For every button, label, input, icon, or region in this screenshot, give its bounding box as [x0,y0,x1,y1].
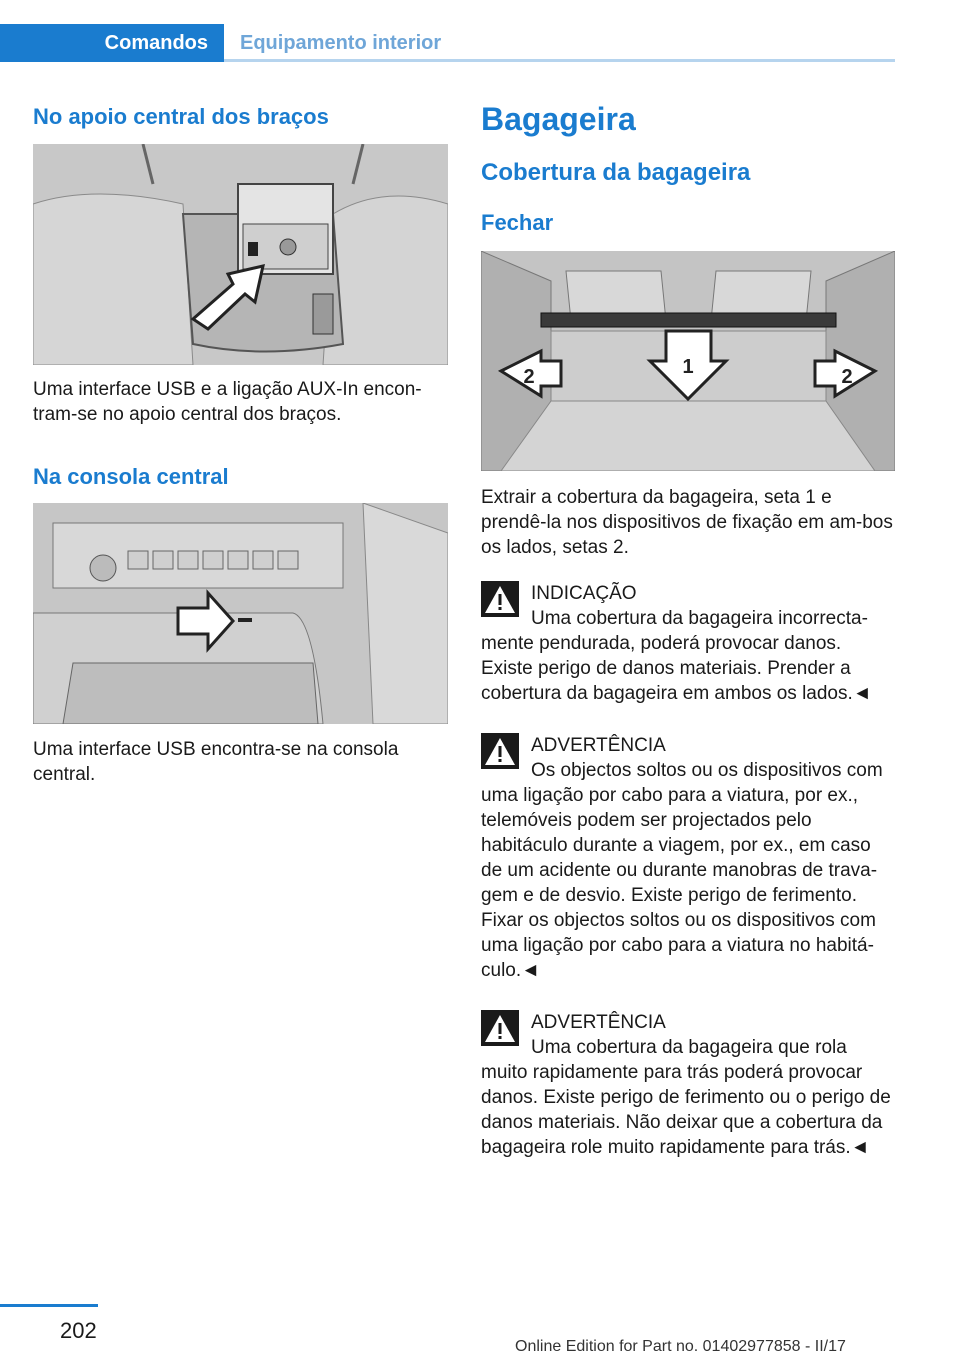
tab-equipamento-label: Equipamento interior [240,31,442,54]
warning-title: ADVERTÊNCIA [531,1012,666,1033]
page-number: 202 [60,1318,97,1343]
tab-equipamento-interior[interactable] [240,24,441,62]
warning-title: ADVERTÊNCIA [531,735,666,756]
section-title-bagageira: Bagageira [481,101,636,137]
console-usb-figure [33,503,448,724]
warning-body: Uma cobertura da bagageira incorrecta-mente pendurada, poderá provocar danos. Existe perigo de danos materiais. Prender a cobertura da bagageira em ambos os lados.◄ [481,608,872,704]
warning-block-advertencia-1 [481,733,897,993]
paragraph-consola-central: Uma interface USB encontra-se na consola central. [33,739,399,785]
figure-label-right-2: 2 [841,366,853,388]
paragraph-fechar: Extrair a cobertura da bagageira, seta 1 e prendê-la nos dispositivos de fixação em am-bos os lados, setas 2. [481,487,893,558]
warning-body: Os objectos soltos ou os dispositivos com uma ligação por cabo para a viatura, por ex., telemóveis podem ser projectados pelo habitáculo durante a viagem, por ex., em caso de um acidente ou durante manobras de trava-gem e de desvio. Existe perigo de ferimento. Fixar os objectos soltos ou os dispositivos com uma ligação por cabo para a viatura no habitá-culo.◄ [481,760,883,981]
figure-label-center-1: 1 [682,356,694,378]
footer-rule [0,1304,98,1307]
armrest-usb-figure [33,144,448,365]
subsection-title-cobertura: Cobertura da bagageira [481,159,751,186]
warning-title: INDICAÇÃO [531,583,637,604]
figure-label-left-2: 2 [523,366,535,388]
subsubsection-title-fechar: Fechar [481,210,554,235]
heading-consola-central: Na consola central [33,464,229,489]
warning-block-indicacao [481,581,897,721]
tab-underline [224,59,895,62]
tab-comandos-label: Comandos [104,31,208,54]
heading-apoio-central: No apoio central dos braços [33,104,329,129]
warning-block-advertencia-2 [481,1010,897,1190]
luggage-cover-figure [481,251,895,471]
paragraph-apoio-central: Uma interface USB e a ligação AUX-In encon-tram-se no apoio central dos braços. [33,379,422,425]
warning-body: Uma cobertura da bagageira que rola muito rapidamente para trás poderá provocar danos. Existe perigo de ferimento ou o perigo de danos materiais. Não deixar que a cobertura da bagageira role muito rapidamente para trás.◄ [481,1037,891,1158]
chapter-tabs [0,0,895,62]
edition-note: Online Edition for Part no. 01402977858 - II/17 [515,1338,846,1355]
tab-comandos[interactable] [0,24,224,62]
